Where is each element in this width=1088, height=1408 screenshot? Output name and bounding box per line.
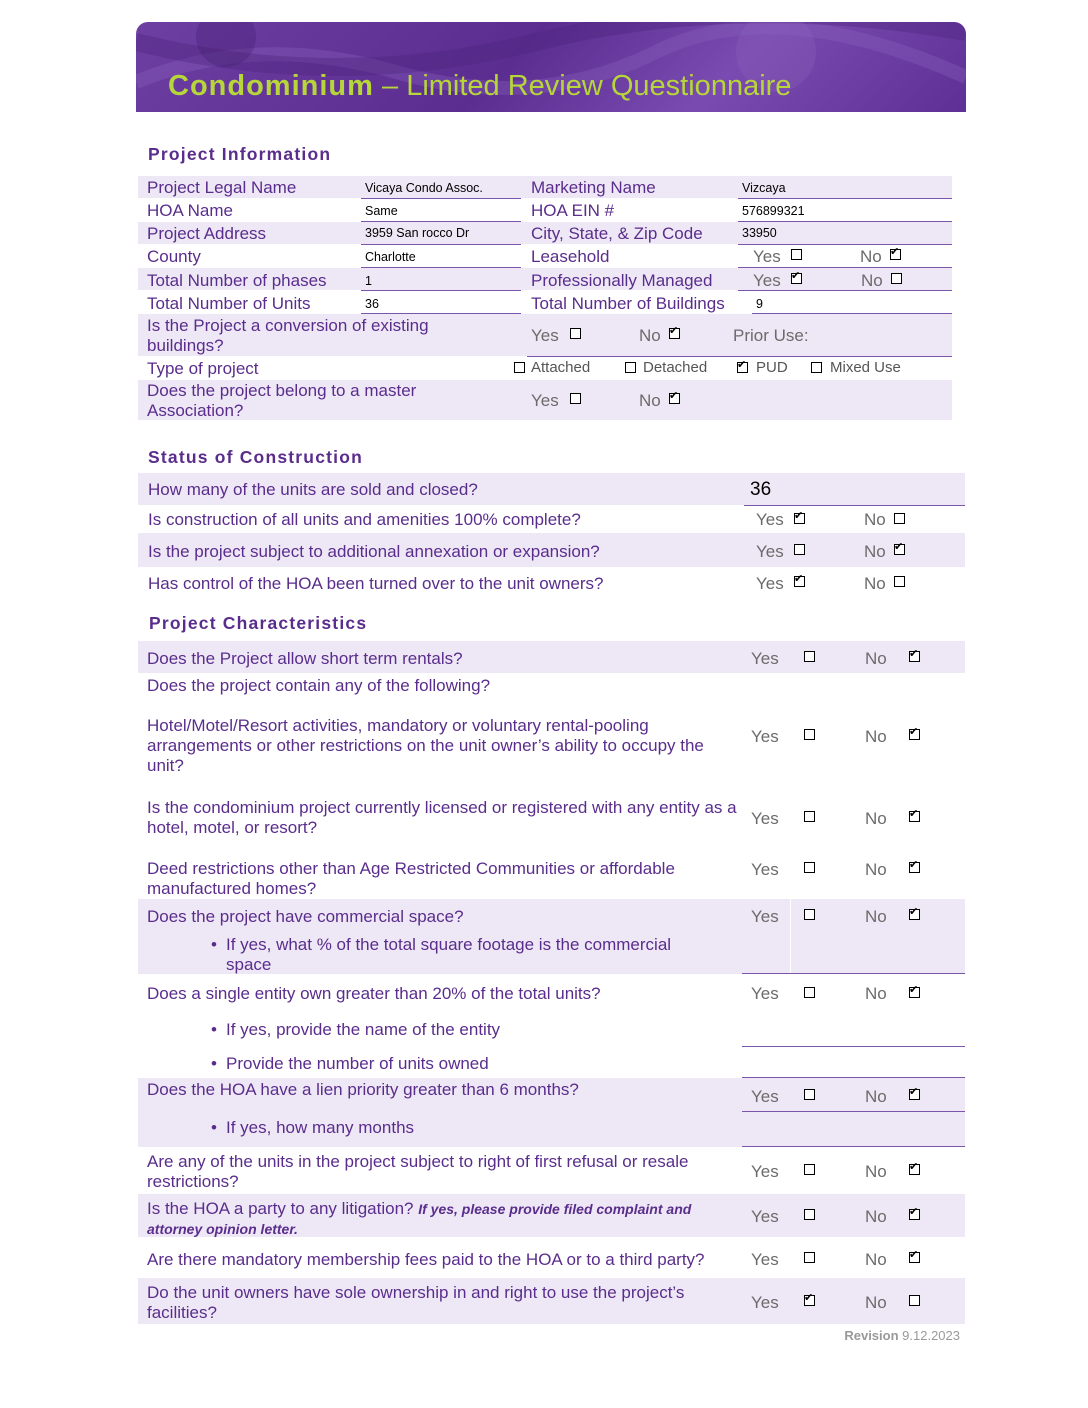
no-label: No	[865, 649, 887, 668]
type-detached-checkbox[interactable]	[625, 362, 636, 373]
litigation-no-checkbox[interactable]	[909, 1209, 920, 1220]
bullet-icon: •	[211, 1020, 217, 1039]
control-yes-checkbox[interactable]	[794, 576, 805, 587]
field-underline	[738, 198, 952, 199]
fees-yes-checkbox[interactable]	[804, 1252, 815, 1263]
units-owned-question: Provide the number of units owned	[226, 1054, 489, 1073]
field-underline	[738, 267, 952, 268]
entity-name-question: If yes, provide the name of the entity	[226, 1020, 501, 1039]
lien-question: Does the HOA have a lien priority greater than 6 months?	[147, 1080, 579, 1099]
refusal-no-checkbox[interactable]	[909, 1164, 920, 1175]
master-yes-checkbox[interactable]	[570, 393, 581, 404]
litigation-question: Is the HOA a party to any litigation? If yes, please provide filed complaint and attorney opinion letter.	[147, 1199, 692, 1237]
prior-use-label: Prior Use:	[733, 326, 809, 345]
hotel-yes-checkbox[interactable]	[804, 729, 815, 740]
yes-label: Yes	[531, 326, 559, 345]
complete-question: Is construction of all units and amenities 100% complete?	[148, 510, 581, 529]
buildings-field[interactable]: 9	[756, 297, 763, 311]
entity-question: Does a single entity own greater than 20% of the total units?	[147, 984, 601, 1003]
yes-label: Yes	[751, 1207, 779, 1226]
revision-footer: Revision 9.12.2023	[844, 1328, 960, 1343]
type-pud-label: PUD	[756, 359, 788, 376]
field-underline	[361, 198, 521, 199]
yes-label: Yes	[751, 1250, 779, 1269]
field-underline	[752, 313, 952, 314]
bullet-icon: •	[211, 1118, 217, 1137]
licensed-question: Is the condominium project currently licensed or registered with any entity as a hotel, motel, or resort?	[147, 798, 737, 837]
type-mixed-use-label: Mixed Use	[830, 359, 901, 376]
annexation-yes-checkbox[interactable]	[794, 544, 805, 555]
commercial-no-checkbox[interactable]	[909, 909, 920, 920]
short-term-yes-checkbox[interactable]	[804, 651, 815, 662]
yes-label: Yes	[751, 907, 779, 926]
yes-label: Yes	[751, 649, 779, 668]
managed-yes-checkbox[interactable]	[791, 273, 802, 284]
type-label: Type of project	[147, 359, 259, 378]
commercial-sub-question: If yes, what % of the total square footage is the commercial space	[226, 935, 672, 974]
deed-question: Deed restrictions other than Age Restricted Communities or affordable manufactured homes?	[147, 859, 675, 898]
field-underline	[738, 221, 952, 222]
yes-label: Yes	[531, 391, 559, 410]
entity-yes-checkbox[interactable]	[804, 987, 815, 998]
no-label: No	[639, 391, 661, 410]
lien-months-field[interactable]	[742, 1146, 965, 1147]
type-detached-label: Detached	[643, 359, 708, 376]
yes-label: Yes	[751, 809, 779, 828]
sold-value[interactable]: 36	[750, 479, 772, 500]
no-label: No	[865, 907, 887, 926]
control-no-checkbox[interactable]	[894, 576, 905, 587]
yes-label: Yes	[751, 1087, 779, 1106]
field-underline	[744, 505, 965, 506]
hoa-name-label: HOA Name	[147, 201, 233, 220]
phases-field[interactable]: 1	[365, 274, 372, 288]
commercial-pct-field[interactable]	[742, 973, 965, 974]
fees-no-checkbox[interactable]	[909, 1252, 920, 1263]
buildings-label: Total Number of Buildings	[531, 294, 725, 313]
type-attached-checkbox[interactable]	[514, 362, 525, 373]
control-question: Has control of the HOA been turned over to the unit owners?	[148, 574, 604, 593]
yes-label: Yes	[751, 1162, 779, 1181]
no-label: No	[865, 860, 887, 879]
refusal-yes-checkbox[interactable]	[804, 1164, 815, 1175]
field-underline	[738, 244, 952, 245]
field-underline	[361, 313, 521, 314]
complete-no-checkbox[interactable]	[894, 513, 905, 524]
short-term-question: Does the Project allow short term rentals?	[147, 649, 463, 668]
contain-question: Does the project contain any of the following?	[147, 676, 491, 695]
units-owned-field[interactable]	[742, 1077, 965, 1078]
facilities-yes-checkbox[interactable]	[804, 1295, 815, 1306]
licensed-yes-checkbox[interactable]	[804, 811, 815, 822]
address-field[interactable]: 3959 San rocco Dr	[365, 226, 470, 240]
commercial-yes-checkbox[interactable]	[804, 909, 815, 920]
phases-label: Total Number of phases	[147, 271, 327, 290]
no-label: No	[864, 510, 886, 529]
no-label: No	[639, 326, 661, 345]
yes-label: Yes	[756, 574, 784, 593]
legal-name-label: Project Legal Name	[147, 178, 297, 197]
construction-title: Status of Construction	[148, 447, 364, 467]
lien-yes-checkbox[interactable]	[804, 1089, 815, 1100]
no-label: No	[865, 727, 887, 746]
leasehold-yes-checkbox[interactable]	[791, 249, 802, 260]
field-underline	[361, 244, 521, 245]
conversion-label: Is the Project a conversion of existing buildings?	[147, 316, 429, 355]
city-state-zip-label: City, State, & Zip Code	[531, 224, 703, 243]
lien-no-checkbox[interactable]	[909, 1089, 920, 1100]
managed-label: Professionally Managed	[531, 271, 713, 290]
yes-label: Yes	[751, 860, 779, 879]
hotel-question: Hotel/Motel/Resort activities, mandatory or voluntary rental-pooling arrangements or other restrictions on the unit owner’s ability to occupy the unit?	[147, 716, 704, 775]
no-label: No	[861, 271, 883, 290]
leasehold-label: Leasehold	[531, 247, 610, 266]
no-label: No	[864, 542, 886, 561]
facilities-no-checkbox[interactable]	[909, 1295, 920, 1306]
units-label: Total Number of Units	[147, 294, 311, 313]
commercial-question: Does the project have commercial space?	[147, 907, 464, 926]
header-banner	[136, 22, 966, 112]
entity-no-checkbox[interactable]	[909, 987, 920, 998]
managed-no-checkbox[interactable]	[891, 273, 902, 284]
annexation-no-checkbox[interactable]	[894, 544, 905, 555]
field-underline	[527, 356, 952, 357]
master-association-label: Does the project belong to a master Association?	[147, 381, 417, 420]
address-label: Project Address	[147, 224, 267, 243]
field-underline	[361, 290, 521, 291]
facilities-question: Do the unit owners have sole ownership in and right to use the project’s facilities?	[147, 1283, 685, 1322]
litigation-yes-checkbox[interactable]	[804, 1209, 815, 1220]
sold-question: How many of the units are sold and closed?	[148, 480, 478, 499]
county-label: County	[147, 247, 201, 266]
entity-name-field[interactable]	[742, 1046, 965, 1047]
yes-label: Yes	[753, 271, 781, 290]
lien-months-question: If yes, how many months	[226, 1118, 415, 1137]
short-term-no-checkbox[interactable]	[909, 651, 920, 662]
field-underline	[742, 1111, 965, 1112]
conversion-no-checkbox[interactable]	[669, 328, 680, 339]
leasehold-no-checkbox[interactable]	[890, 249, 901, 260]
hotel-no-checkbox[interactable]	[909, 729, 920, 740]
field-underline	[738, 290, 952, 291]
hoa-ein-label: HOA EIN #	[531, 201, 615, 220]
no-label: No	[865, 1293, 887, 1312]
no-label: No	[860, 247, 882, 266]
licensed-no-checkbox[interactable]	[909, 811, 920, 822]
column-divider	[790, 899, 791, 974]
no-label: No	[865, 984, 887, 1003]
marketing-name-field[interactable]: Vizcaya	[742, 181, 786, 195]
refusal-question: Are any of the units in the project subject to right of first refusal or resale restrictions?	[147, 1152, 689, 1191]
hoa-name-field[interactable]: Same	[365, 204, 398, 218]
fees-question: Are there mandatory membership fees paid to the HOA or to a third party?	[147, 1250, 705, 1269]
conversion-yes-checkbox[interactable]	[570, 328, 581, 339]
no-label: No	[865, 809, 887, 828]
city-state-zip-field[interactable]: 33950	[742, 226, 777, 240]
annexation-question: Is the project subject to additional annexation or expansion?	[148, 542, 600, 561]
characteristics-title: Project Characteristics	[149, 613, 368, 633]
bullet-icon: •	[211, 935, 217, 954]
no-label: No	[864, 574, 886, 593]
county-field[interactable]: Charlotte	[365, 250, 416, 264]
litigation-note: If yes, please provide filed complaint and attorney opinion letter.	[147, 1201, 692, 1237]
type-attached-label: Attached	[531, 359, 591, 376]
marketing-name-label: Marketing Name	[531, 178, 656, 197]
field-underline	[361, 221, 521, 222]
type-pud-checkbox[interactable]	[737, 362, 748, 373]
yes-label: Yes	[753, 247, 781, 266]
no-label: No	[865, 1087, 887, 1106]
field-underline	[361, 267, 521, 268]
deed-yes-checkbox[interactable]	[804, 862, 815, 873]
bullet-icon: •	[211, 1054, 217, 1073]
complete-yes-checkbox[interactable]	[794, 513, 805, 524]
hoa-ein-field[interactable]: 576899321	[742, 204, 805, 218]
legal-name-field[interactable]: Vicaya Condo Assoc.	[365, 181, 483, 195]
yes-label: Yes	[756, 542, 784, 561]
yes-label: Yes	[756, 510, 784, 529]
yes-label: Yes	[751, 1293, 779, 1312]
page-title: Condominium – Limited Review Questionnaire	[168, 70, 792, 102]
no-label: No	[865, 1250, 887, 1269]
project-info-title: Project Information	[148, 144, 332, 164]
master-no-checkbox[interactable]	[669, 393, 680, 404]
no-label: No	[865, 1207, 887, 1226]
yes-label: Yes	[751, 727, 779, 746]
deed-no-checkbox[interactable]	[909, 862, 920, 873]
no-label: No	[865, 1162, 887, 1181]
units-field[interactable]: 36	[365, 297, 379, 311]
type-mixed-use-checkbox[interactable]	[811, 362, 822, 373]
yes-label: Yes	[751, 984, 779, 1003]
